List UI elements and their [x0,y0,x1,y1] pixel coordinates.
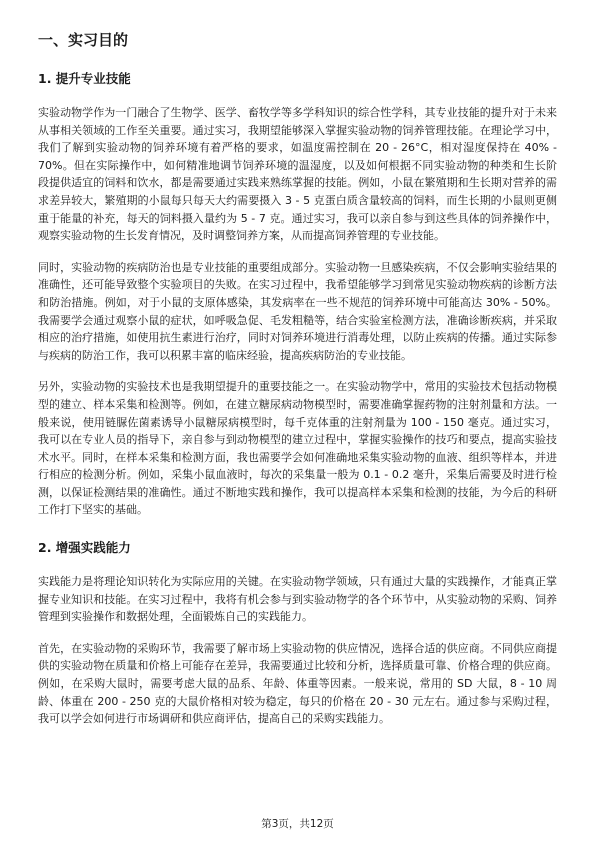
paragraph: 实践能力是将理论知识转化为实际应用的关键。在实验动物学领域，只有通过大量的实践操作，才能真正掌握专业知识和技能。在实习过程中，我将有机会参与到实验动物学的各个环节中，从实验动物的采购、饲养管理到实验操作和数据处理，全面锻炼自己的实践能力。 [38,575,557,624]
subsection-practice [38,539,557,728]
paragraph: 同时，实验动物的疾病防治也是专业技能的重要组成部分。实验动物一旦感染疾病，不仅会影响实验结果的准确性，还可能导致整个实验项目的失败。在实习过程中，我希望能够学习到常见实验动物疾病的诊断方法和防治措施。例如，对于小鼠的支原体感染，其发病率在一些不规范的饲养环境中可能高达 30% - 50%。我需要学会通过观察小鼠的症状，如呼吸急促、毛发粗糙等，结合实验室检测方法，准确诊断疾病，并采取相应的治疗措施，如使用抗生素进行治疗，同时对饲养环境进行消毒处理，以防止疾病的传播。通过实际参与疾病的防治工作，我可以积累丰富的临床经验，提高疾病防治的专业技能。 [38,260,557,362]
paragraph: 另外，实验动物的实验技术也是我期望提升的重要技能之一。在实验动物学中，常用的实验技术包括动物模型的建立、样本采集和检测等。例如，在建立糖尿病动物模型时，需要准确掌握药物的注射剂量和方法。一般来说，使用链脲佐菌素诱导小鼠糖尿病模型时，每千克体重的注射剂量为 100 - 150 毫克。通过实习，我可以在专业人员的指导下，亲自参与到动物模型的建立过程中，掌握实验操作的技巧和要点，提高实验技术水平。同时，在样本采集和检测方面，我也需要学会如何准确地采集实验动物的血液、组织等样本，并进行相应的检测分析。例如，采集小鼠血液时，每次的采集量一般为 0.1 - 0.2 毫升，采集后需要及时进行检测，以保证检测结果的准确性。通过不断地实践和操作，我可以提高样本采集和检测的技能，为今后的科研工作打下坚实的基础。 [38,380,557,517]
paragraph: 实验动物学作为一门融合了生物学、医学、畜牧学等多学科知识的综合性学科，其专业技能的提升对于未来从事相关领域的工作至关重要。通过实习，我期望能够深入掌握实验动物的饲养管理技能。在理论学习中，我们了解到实验动物的饲养环境有着严格的要求，如温度需控制在 20 - 26°C，相对湿度保持在 40% - 70%。但在实际操作中，如何精准地调节饲养环境的温湿度，以及如何根据不同实验动物的种类和生长阶段提供适宜的饲料和饮水，都是需要通过实践来熟练掌握的技能。例如，小鼠在繁殖期和生长期对营养的需求差异较大，繁殖期的小鼠每只每天大约需要摄入 3 - 5 克蛋白质含量较高的饲料，而生长期的小鼠则更侧重于能量的补充，每天的饲料摄入量约为 5 - 7 克。通过实习，我可以亲自参与到这些具体的饲养操作中，观察实验动物的生长发育情况，及时调整饲养方案，从而提高饲养管理的专业技能。 [38,106,557,243]
subsection-heading: 2. 增强实践能力 [38,540,131,556]
paragraph: 首先，在实验动物的采购环节，我需要了解市场上实验动物的供应情况，选择合适的供应商。不同供应商提供的实验动物在质量和价格上可能存在差异，我需要通过比较和分析，选择质量可靠、价格合理的供应商。例如，在采购大鼠时，需要考虑大鼠的品系、年龄、体重等因素。一般来说，常用的 SD 大鼠，8 - 10 周龄、体重在 200 - 250 克的大鼠价格相对较为稳定，每只的价格在 20 - 30 元左右。通过参与采购过程，我可以学会如何进行市场调研和供应商评估，提高自己的采购实践能力。 [38,641,557,726]
subsection-skills [38,70,557,519]
page-footer: 第3页，共12页 [261,818,334,830]
section-title: 一、实习目的 [38,31,129,49]
subsection-heading: 1. 提升专业技能 [38,71,131,86]
